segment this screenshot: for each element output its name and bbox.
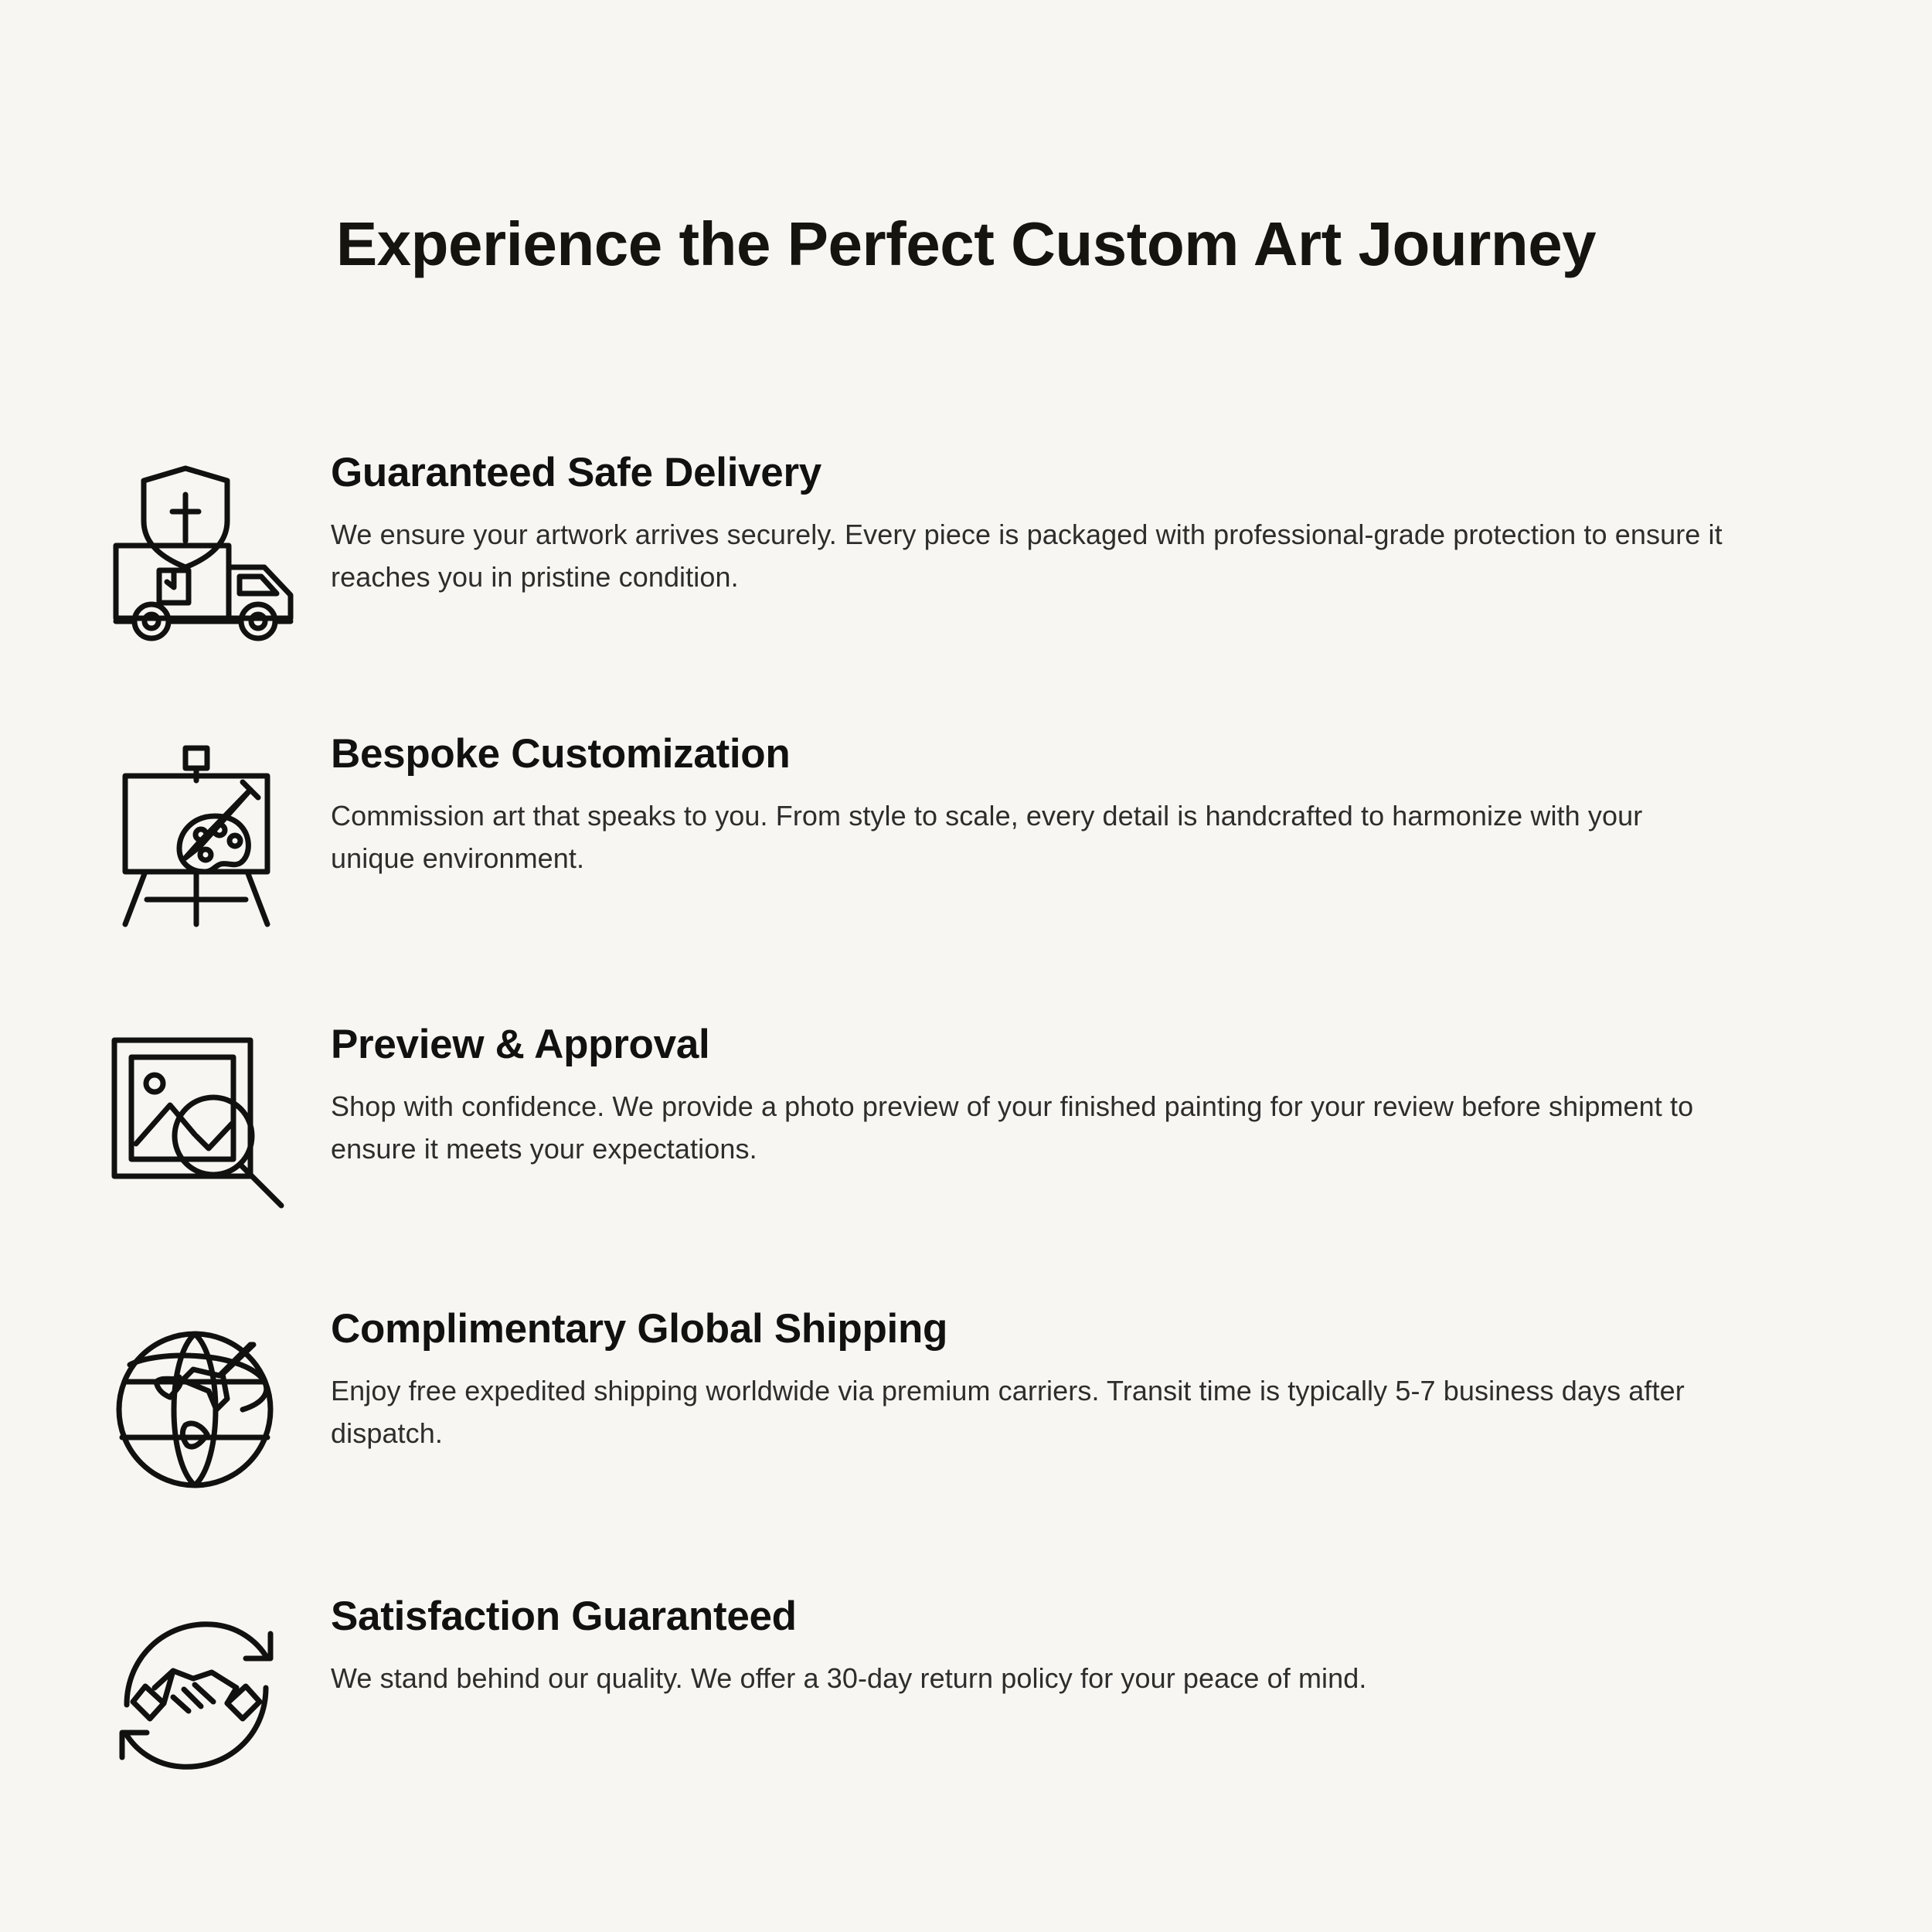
feature-item-bespoke-customization [91,731,1824,937]
feature-item-global-shipping [91,1306,1824,1504]
feature-description: We stand behind our quality. We offer a 30-day return policy for your peace of mind. [331,1662,1367,1694]
handshake-refresh-arrows-icon [91,1594,331,1791]
feature-list [0,450,1932,1791]
feature-description: Enjoy free expedited shipping worldwide via premium carriers. Transit time is typically 5-7 business days after dispatch. [331,1374,1685,1449]
feature-title: Guaranteed Safe Delivery [331,450,821,495]
feature-description: We ensure your artwork arrives securely. Every piece is packaged with professional-grade protection to ensure it reaches you in pristine condition. [331,518,1723,593]
feature-item-preview-approval [91,1022,1824,1219]
feature-item-satisfaction-guaranteed [91,1594,1824,1791]
page-title: Experience the Perfect Custom Art Journey [335,209,1597,278]
framed-picture-magnifier-check-icon [91,1022,331,1219]
easel-palette-brush-icon [91,731,331,937]
feature-description: Shop with confidence. We provide a photo preview of your finished painting for your review before shipment to ensure it meets your expectations. [331,1090,1694,1165]
feature-title: Preview & Approval [331,1022,710,1067]
feature-item-safe-delivery [91,450,1824,648]
feature-title: Complimentary Global Shipping [331,1306,948,1352]
globe-airplane-icon [91,1306,331,1504]
feature-description: Commission art that speaks to you. From style to scale, every detail is handcrafted to harmonize with your unique environment. [331,799,1643,874]
delivery-truck-shield-icon [91,450,331,648]
feature-title: Satisfaction Guaranteed [331,1594,797,1639]
feature-title: Bespoke Customization [331,731,791,777]
